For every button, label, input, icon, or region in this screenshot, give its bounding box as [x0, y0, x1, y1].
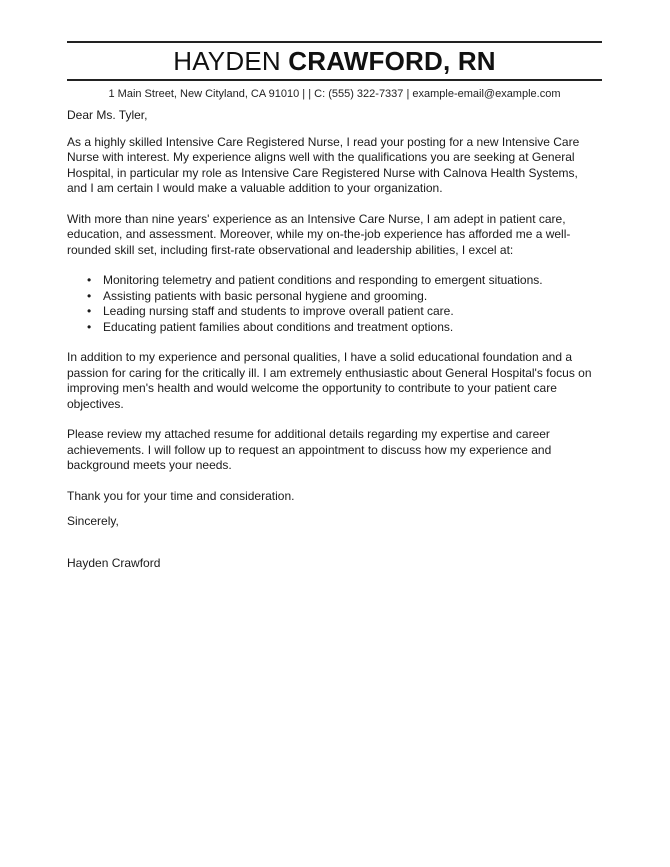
- header-top-rule: [67, 41, 602, 43]
- signoff: Sincerely,: [67, 514, 119, 528]
- bullet-icon: •: [87, 304, 92, 318]
- signature-name: Hayden Crawford: [67, 555, 161, 570]
- list-item: [87, 320, 597, 336]
- bullet-icon: •: [87, 319, 92, 334]
- paragraph-follow-up: Please review my attached resume for additional details regarding my expertise and career achievements. I will follow up to request an appointment to discuss how my experience and background meets your needs.: [67, 427, 552, 472]
- list-item-text: Monitoring telemetry and patient conditions and responding to emergent situations.: [103, 273, 543, 287]
- applicant-last-name: CRAWFORD, RN: [288, 46, 496, 76]
- list-item-text: Educating patient families about conditions and treatment options.: [103, 319, 454, 334]
- list-item: [87, 304, 597, 320]
- header-bottom-rule: [67, 79, 602, 81]
- list-item: [87, 289, 597, 305]
- list-item: [87, 273, 597, 289]
- contact-info: 1 Main Street, New Cityland, CA 91010 | | C: (555) 322-7337 | example-email@example.com: [108, 88, 561, 100]
- bullet-icon: •: [87, 288, 92, 303]
- salutation: Dear Ms. Tyler,: [67, 108, 148, 122]
- paragraph-education: In addition to my experience and personal qualities, I have a solid educational foundation and a passion for caring for the critically ill. I am extremely enthusiastic about General Hospital's focus on improving men's health and would welcome the opportunity to contribute to your patient care objectives.: [67, 350, 592, 411]
- list-item-text: Leading nursing staff and students to improve overall patient care.: [103, 304, 454, 318]
- bullet-icon: •: [87, 273, 92, 287]
- closing-line: Thank you for your time and consideration.: [67, 488, 295, 503]
- letter-body: [67, 108, 597, 571]
- applicant-first-name: HAYDEN: [173, 46, 281, 76]
- paragraph-intro: As a highly skilled Intensive Care Registered Nurse, I read your posting for a new Intensive Care Nurse with interest. My experience aligns well with the qualifications you are seeking at General Hospital, in particular my role as Intensive Care Registered Nurse with Calnova Health Systems, and I am certain I would make a valuable addition to your organization.: [67, 134, 580, 195]
- paragraph-experience: With more than nine years' experience as an Intensive Care Nurse, I am adept in patient care, education, and assessment. Moreover, while my on-the-job experience has afforded me a well-rounded skill set, including first-rate observational and leadership abilities, I excel at:: [67, 211, 571, 257]
- skills-list: [67, 273, 597, 335]
- applicant-name: [67, 45, 602, 77]
- list-item-text: Assisting patients with basic personal hygiene and grooming.: [103, 288, 428, 303]
